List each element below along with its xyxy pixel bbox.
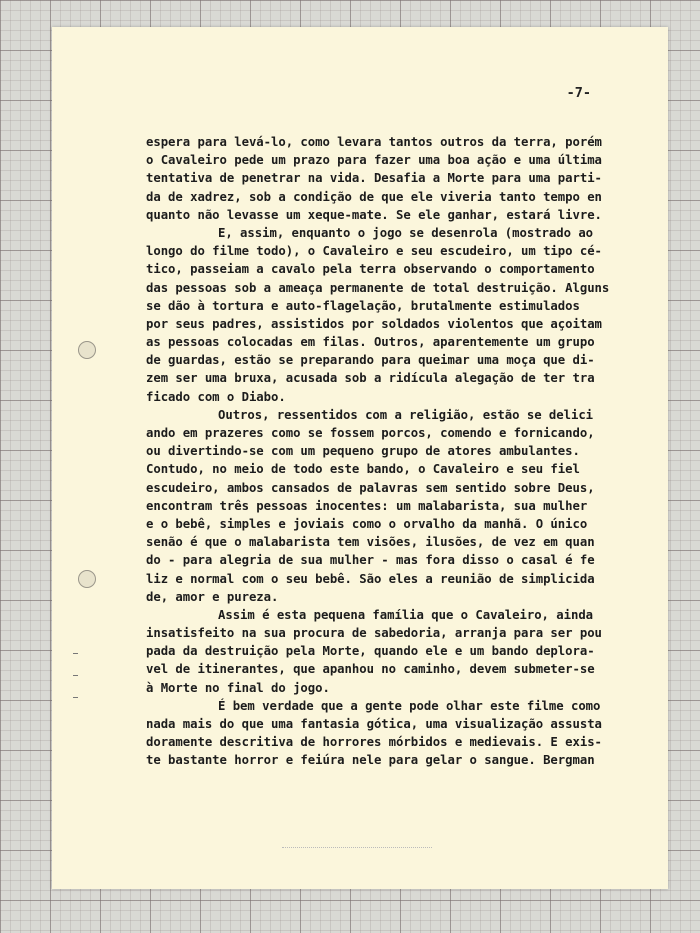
margin-tick bbox=[73, 675, 78, 676]
punch-hole-lower bbox=[78, 570, 96, 588]
page-number: -7- bbox=[566, 85, 591, 101]
text-line: Assim é esta pequena família que o Cavaleiro, ainda bbox=[218, 607, 594, 622]
text-line: espera para levá-lo, como levara tantos outros da terra, porém bbox=[146, 135, 602, 149]
margin-tick bbox=[73, 697, 78, 698]
punch-hole-upper bbox=[78, 341, 96, 359]
text-line: ou divertindo-se com um pequeno grupo de atores ambulantes. bbox=[146, 444, 580, 459]
text-line: e o bebê, simples e joviais como o orvalho da manhã. O único bbox=[146, 516, 588, 531]
paragraph bbox=[146, 133, 636, 224]
body-text bbox=[146, 133, 636, 770]
paragraph bbox=[146, 224, 636, 406]
text-line: E, assim, enquanto o jogo se desenrola (mostrado ao bbox=[218, 225, 594, 240]
text-line: ando em prazeres como se fossem porcos, comendo e fornicando, bbox=[146, 426, 595, 440]
faint-dotted-mark bbox=[282, 847, 432, 849]
text-line: nada mais do que uma fantasia gótica, uma visualização assusta bbox=[146, 717, 602, 731]
text-line: tico, passeiam a cavalo pela terra observando o comportamento bbox=[146, 262, 595, 277]
text-line: senão é que o malabarista tem visões, ilusões, de vez em quan bbox=[146, 535, 595, 550]
text-line: as pessoas colocadas em filas. Outros, aparentemente um grupo bbox=[146, 335, 595, 350]
typewritten-page bbox=[52, 27, 668, 889]
margin-tick bbox=[73, 653, 78, 654]
text-line: doramente descritiva de horrores mórbidos e medievais. E exis- bbox=[146, 735, 602, 750]
text-line: quanto não levasse um xeque-mate. Se ele ganhar, estará livre. bbox=[146, 207, 602, 222]
text-line: insatisfeito na sua procura de sabedoria, arranja para ser pou bbox=[146, 626, 602, 641]
text-line: Outros, ressentidos com a religião, estão se delici bbox=[218, 407, 594, 422]
text-line: se dão à tortura e auto-flagelação, brutalmente estimulados bbox=[146, 298, 580, 313]
text-line: longo do filme todo), o Cavaleiro e seu escudeiro, um tipo cé- bbox=[146, 244, 602, 259]
text-line: do - para alegria de sua mulher - mas fora disso o casal é fe bbox=[146, 553, 595, 568]
text-line: É bem verdade que a gente pode olhar este filme como bbox=[218, 698, 601, 713]
text-line: escudeiro, ambos cansados de palavras sem sentido sobre Deus, bbox=[146, 480, 595, 495]
text-line: te bastante horror e feiúra nele para gelar o sangue. Bergman bbox=[146, 753, 595, 768]
text-line: tentativa de penetrar na vida. Desafia a Morte para uma parti- bbox=[146, 171, 602, 186]
text-line: liz e normal com o seu bebê. São eles a reunião de simplicida bbox=[146, 571, 595, 586]
text-line: pada da destruição pela Morte, quando ele e um bando deplora- bbox=[146, 644, 595, 659]
text-line: zem ser uma bruxa, acusada sob a ridícula alegação de ter tra bbox=[146, 371, 595, 386]
text-line: da de xadrez, sob a condição de que ele viveria tanto tempo en bbox=[146, 189, 602, 204]
paragraph bbox=[146, 697, 636, 770]
text-line: das pessoas sob a ameaça permanente de total destruição. Alguns bbox=[146, 280, 610, 295]
text-line: de guardas, estão se preparando para queimar uma moça que di- bbox=[146, 353, 595, 368]
text-line: à Morte no final do jogo. bbox=[146, 680, 330, 695]
text-line: encontram três pessoas inocentes: um malabarista, sua mulher bbox=[146, 498, 588, 513]
text-line: Contudo, no meio de todo este bando, o Cavaleiro e seu fiel bbox=[146, 462, 580, 477]
paragraph bbox=[146, 406, 636, 606]
paragraph bbox=[146, 606, 636, 697]
text-line: vel de itinerantes, que apanhou no caminho, devem submeter-se bbox=[146, 662, 595, 677]
text-line: o Cavaleiro pede um prazo para fazer uma boa ação e uma última bbox=[146, 153, 602, 168]
text-line: de, amor e pureza. bbox=[146, 589, 279, 604]
text-line: por seus padres, assistidos por soldados violentos que açoitam bbox=[146, 316, 602, 331]
text-line: ficado com o Diabo. bbox=[146, 389, 286, 404]
